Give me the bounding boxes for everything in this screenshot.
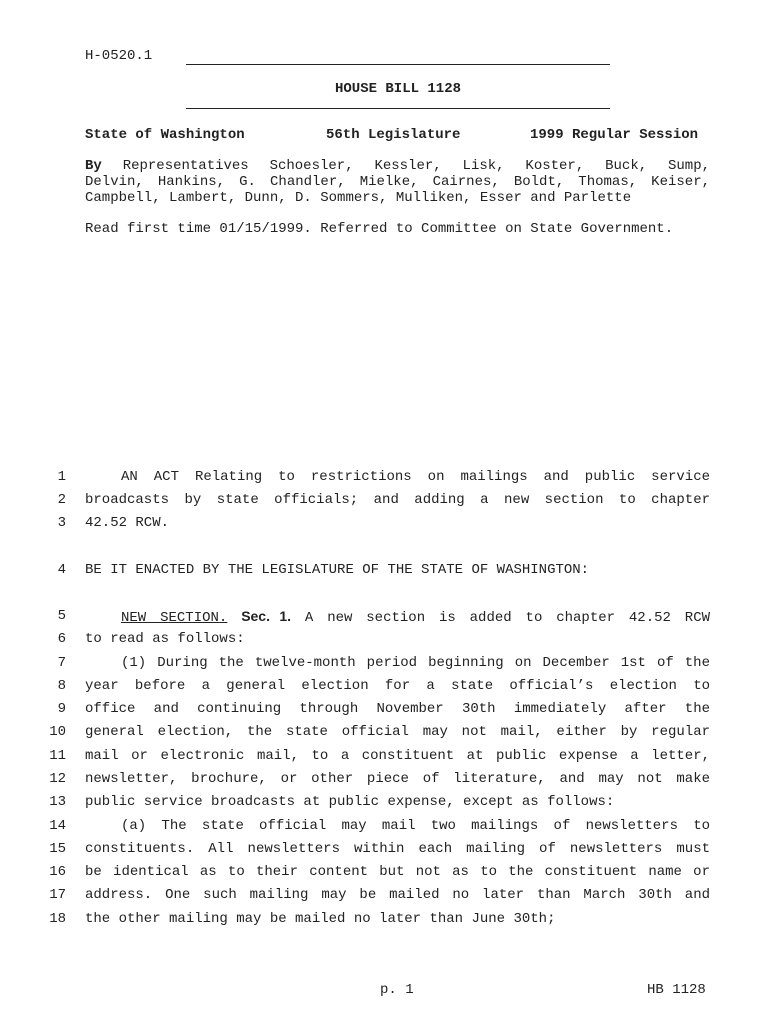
line-number: 5 [57, 608, 66, 624]
section-number: Sec. 1. [241, 608, 292, 624]
body-line-8: year before a general election for a state official’s election to [85, 678, 710, 694]
line-number: 14 [49, 818, 66, 834]
sponsors-line-3: Campbell, Lambert, Dunn, D. Sommers, Mulliken, Esser and Parlette [85, 190, 632, 206]
sponsors-line-2: Delvin, Hankins, G. Chandler, Mielke, Cairnes, Boldt, Thomas, Keiser, [85, 174, 710, 190]
bill-title: HOUSE BILL 1128 [334, 81, 462, 97]
line-number: 15 [49, 841, 66, 857]
new-section-label: NEW SECTION. [121, 610, 228, 626]
by-label: By [85, 158, 102, 174]
legislature: 56th Legislature [326, 127, 461, 143]
line-number: 10 [49, 724, 66, 740]
state-name: State of Washington [85, 127, 245, 143]
line-number: 13 [49, 794, 66, 810]
body-line-17: address. One such mailing may be mailed no later than March 30th and [85, 887, 710, 903]
line-number: 3 [57, 515, 66, 531]
line-number: 12 [49, 771, 66, 787]
sponsors-text: Representatives Schoesler, Kessler, Lisk, Koster, Buck, Sump, [122, 158, 710, 174]
section-intro: A new section is added to chapter 42.52 RCW [304, 610, 710, 626]
body-line-3: 42.52 RCW. [85, 515, 170, 531]
line-number: 16 [49, 864, 66, 880]
footer-bill-ref: HB 1128 [647, 982, 706, 998]
line-number: 18 [49, 911, 66, 927]
line-number: 9 [57, 701, 66, 717]
body-line-1: AN ACT Relating to restrictions on mailings and public service [121, 469, 710, 485]
body-line-9: office and continuing through November 30th immediately after the [85, 701, 710, 717]
enacting-clause: BE IT ENACTED BY THE LEGISLATURE OF THE STATE OF WASHINGTON: [85, 562, 590, 578]
body-line-14: (a) The state official may mail two mailings of newsletters to [121, 818, 710, 834]
document-id: H-0520.1 [85, 48, 153, 64]
page-number: p. 1 [380, 982, 414, 998]
line-number: 8 [57, 678, 66, 694]
body-line-11: mail or electronic mail, to a constituent at public expense a letter, [85, 748, 710, 764]
body-line-2: broadcasts by state officials; and adding a new section to chapter [85, 492, 710, 508]
body-line-16: be identical as to their content but not as to the constituent name or [85, 864, 710, 880]
body-line-15: constituents. All newsletters within each mailing of newsletters must [85, 841, 710, 857]
header-rule-bottom [186, 108, 610, 109]
body-line-5 [85, 608, 710, 626]
sponsors-line-1 [85, 158, 710, 174]
body-line-12: newsletter, brochure, or other piece of literature, and may not make [85, 771, 710, 787]
line-number: 11 [49, 748, 66, 764]
line-number: 6 [57, 631, 66, 647]
body-line-7: (1) During the twelve-month period beginning on December 1st of the [121, 655, 710, 671]
session: 1999 Regular Session [530, 127, 699, 143]
body-line-18: the other mailing may be mailed no later than June 30th; [85, 911, 556, 927]
line-number: 17 [49, 887, 66, 903]
body-line-6: to read as follows: [85, 631, 245, 647]
header-rule-top [186, 64, 610, 65]
line-number: 2 [57, 492, 66, 508]
read-first-note: Read first time 01/15/1999. Referred to Committee on State Government. [85, 221, 674, 237]
body-line-10: general election, the state official may not mail, either by regular [85, 724, 710, 740]
body-line-13: public service broadcasts at public expense, except as follows: [85, 794, 615, 810]
line-number: 7 [57, 655, 66, 671]
line-number: 1 [57, 469, 66, 485]
line-number: 4 [57, 562, 66, 578]
